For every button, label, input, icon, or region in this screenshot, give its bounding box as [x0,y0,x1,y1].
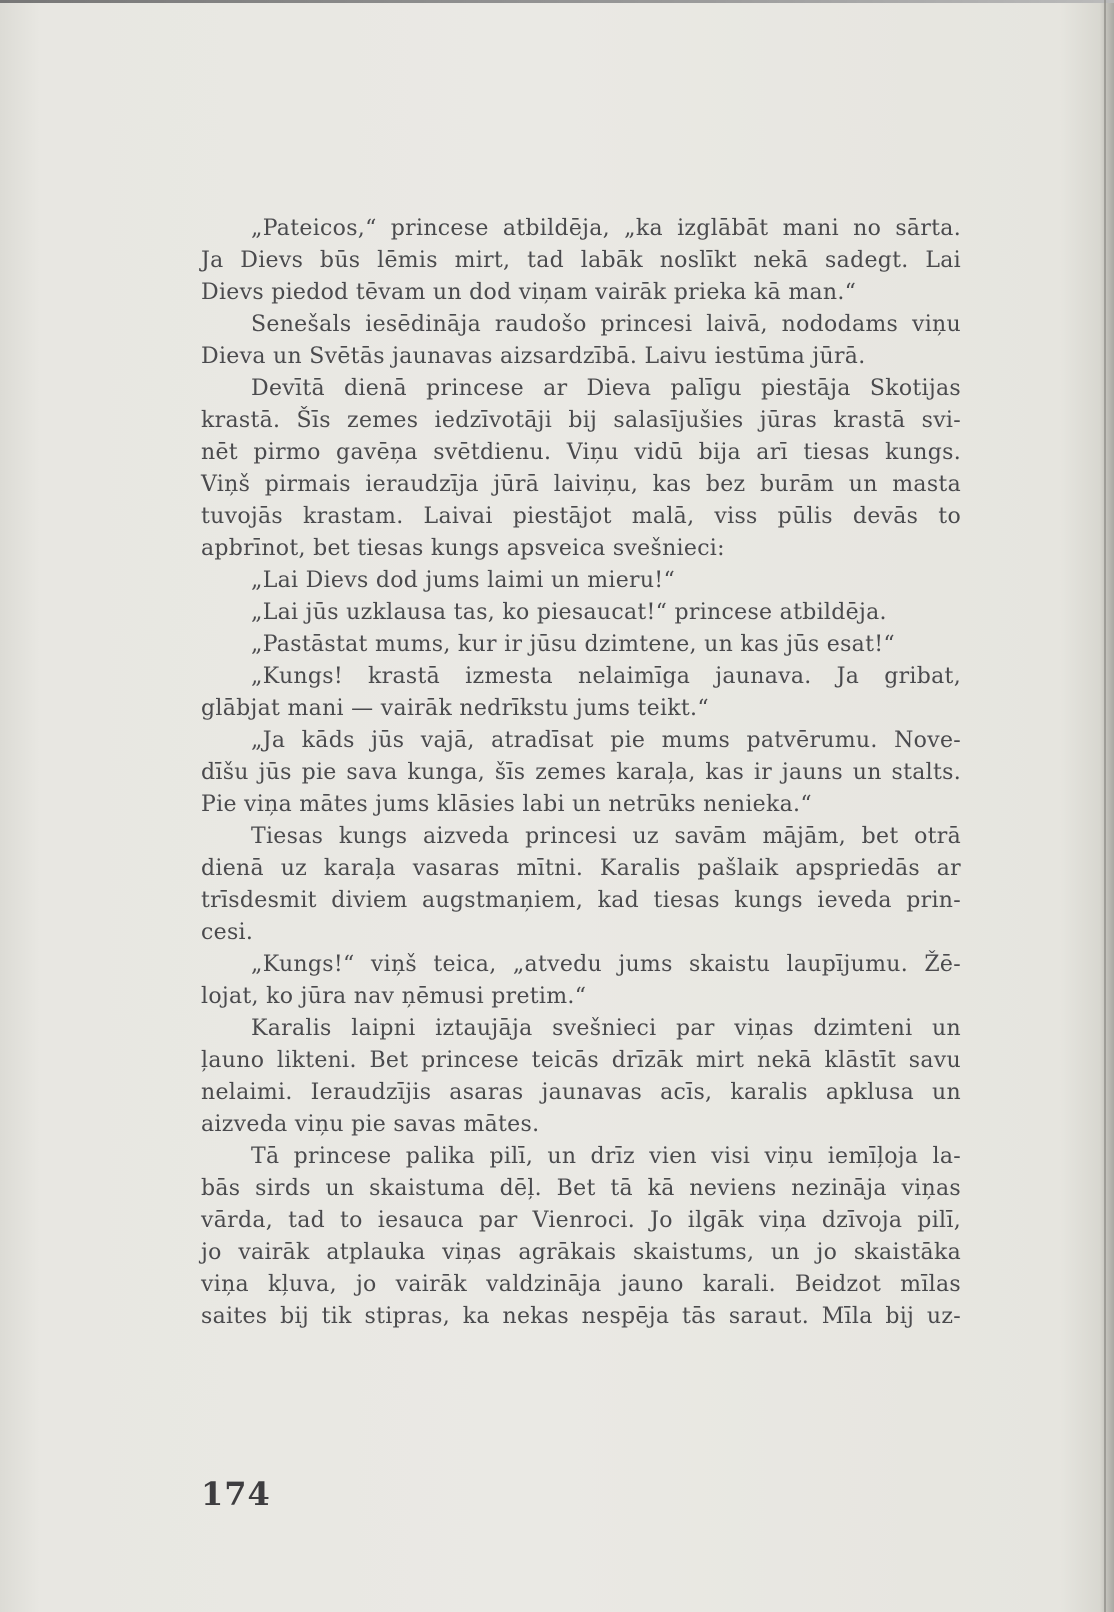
body-text [201,213,961,1333]
text-line: saites bij tik stipras, ka nekas nespēja tās saraut. Mīla bij uz- [201,1304,961,1329]
page-right-edge [1104,0,1106,1612]
text-line: jo vairāk atplauka viņas agrākais skaistums, un jo skaistāka [201,1240,961,1265]
text-line: aizveda viņu pie savas mātes. [201,1112,540,1137]
text-line: Pie viņa mātes jums klāsies labi un netrūks nenieka.“ [201,792,812,817]
text-line: „Lai jūs uzklausa tas, ko piesaucat!“ princese atbildēja. [251,600,887,625]
text-line: Dievs piedod tēvam un dod viņam vairāk prieka kā man.“ [201,280,857,305]
text-line: dīšu jūs pie sava kunga, šīs zemes karaļa, kas ir jauns un stalts. [201,760,961,785]
text-line: „Lai Dievs dod jums laimi un mieru!“ [251,568,675,593]
page-number: 174 [201,1475,271,1513]
text-line: glābjat mani — vairāk nedrīkstu jums teikt.“ [201,696,709,721]
text-line: Tā princese palika pilī, un drīz vien visi viņu iemīļoja la- [251,1144,961,1169]
text-line: „Kungs!“ viņš teica, „atvedu jums skaistu laupījumu. Žē- [251,952,961,977]
text-line: krastā. Šīs zemes iedzīvotāji bij salasījušies jūras krastā svi- [201,408,961,433]
text-line: Karalis laipni iztaujāja svešnieci par viņas dzimteni un [251,1016,961,1041]
text-line: vārda, tad to iesauca par Vienroci. Jo ilgāk viņa dzīvoja pilī, [201,1208,961,1233]
text-line: Senešals iesēdināja raudošo princesi laivā, nododams viņu [251,312,961,337]
text-line: bās sirds un skaistuma dēļ. Bet tā kā neviens nezināja viņas [201,1176,961,1201]
text-line: „Pateicos,“ princese atbildēja, „ka izglābāt mani no sārta. [251,216,961,241]
text-line: nēt pirmo gavēņa svētdienu. Viņu vidū bija arī tiesas kungs. [201,440,961,465]
text-line: cesi. [201,920,254,945]
page-top-edge [0,0,1114,3]
text-line: apbrīnot, bet tiesas kungs apsveica svešnieci: [201,536,725,561]
text-line: viņa kļuva, jo vairāk valdzināja jauno karali. Beidzot mīlas [201,1272,961,1297]
text-line: Tiesas kungs aizveda princesi uz savām mājām, bet otrā [251,824,961,849]
text-line: „Kungs! krastā izmesta nelaimīga jaunava. Ja gribat, [251,664,961,689]
text-line: Ja Dievs būs lēmis mirt, tad labāk noslīkt nekā sadegt. Lai [201,248,961,273]
text-line: dienā uz karaļa vasaras mītni. Karalis pašlaik apspriedās ar [201,856,961,881]
text-line: Devītā dienā princese ar Dieva palīgu piestāja Skotijas [251,376,961,401]
text-line: tuvojās krastam. Laivai piestājot malā, viss pūlis devās to [201,504,961,529]
text-line: trīsdesmit diviem augstmaņiem, kad tiesas kungs ieveda prin- [201,888,961,913]
text-line: nelaimi. Ieraudzījis asaras jaunavas acīs, karalis apklusa un [201,1080,961,1105]
text-line: Viņš pirmais ieraudzīja jūrā laiviņu, kas bez burām un masta [201,472,961,497]
text-line: Dieva un Svētās jaunavas aizsardzībā. Laivu iestūma jūrā. [201,344,866,369]
text-line: lojat, ko jūra nav ņēmusi pretim.“ [201,984,587,1009]
text-line: „Pastāstat mums, kur ir jūsu dzimtene, un kas jūs esat!“ [251,632,895,657]
text-line: ļauno likteni. Bet princese teicās drīzāk mirt nekā klāstīt savu [201,1048,961,1073]
text-line: „Ja kāds jūs vajā, atradīsat pie mums patvērumu. Nove- [251,728,961,753]
